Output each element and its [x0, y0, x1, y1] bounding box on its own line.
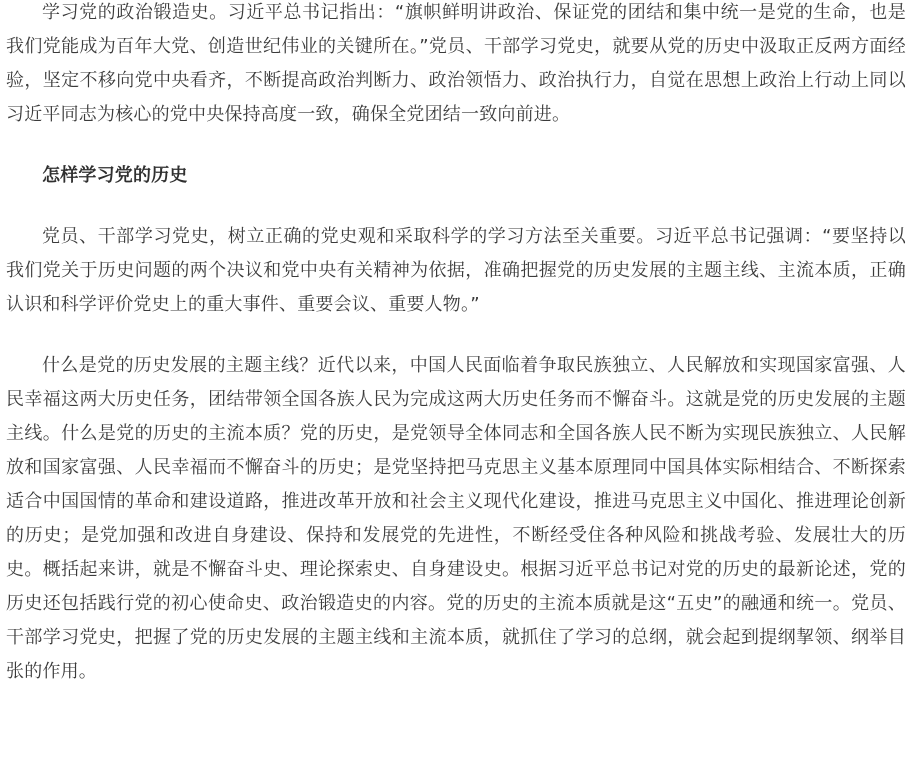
paragraph-main-theme: 什么是党的历史发展的主题主线？近代以来，中国人民面临着争取民族独立、人民解放和实现国家富强、人民幸福这两大历史任务，团结带领全国各族人民为完成这两大历史任务而不懈奋斗。这就是党的历史发展的主题主线。什么是党的历史的主流本质？党的历史，是党领导全体同志和全国各族人民不断为实现民族独立、人民解放和国家富强、人民幸福而不懈奋斗的历史；是党坚持把马克思主义基本原理同中国具体实际相结合、不断探索适合中国国情的革命和建设道路，推进改革开放和社会主义现代化建设，推进马克思主义中国化、推进理论创新的历史；是党加强和改进自身建设、保持和发展党的先进性，不断经受住各种风险和挑战考验、发展壮大的历史。概括起来讲，就是不懈奋斗史、理论探索史、自身建设史。根据习近平总书记对党的历史的最新论述，党的历史还包括践行党的初心使命史、政治锻造史的内容。党的历史的主流本质就是这“五史”的融通和统一。党员、干部学习党史，把握了党的历史发展的主题主线和主流本质，就抓住了学习的总纲，就会起到提纲挈领、纲举目张的作用。	[6, 355, 906, 682]
article-body	[6, 0, 906, 689]
paragraph-spacer	[6, 193, 906, 220]
paragraph-spacer	[6, 132, 906, 159]
section-heading: 怎样学习党的历史	[42, 165, 188, 186]
paragraph-spacer	[6, 322, 906, 349]
paragraph-political-forging: 学习党的政治锻造史。习近平总书记指出：“旗帜鲜明讲政治、保证党的团结和集中统一是党的生命，也是我们党能成为百年大党、创造世纪伟业的关键所在。”党员、干部学习党史，就要从党的历史中汲取正反两方面经验，坚定不移向党中央看齐，不断提高政治判断力、政治领悟力、政治执行力，自觉在思想上政治上行动上同以习近平同志为核心的党中央保持高度一致，确保全党团结一致向前进。	[6, 2, 906, 125]
paragraph-study-method: 党员、干部学习党史，树立正确的党史观和采取科学的学习方法至关重要。习近平总书记强调：“要坚持以我们党关于历史问题的两个决议和党中央有关精神为依据，准确把握党的历史发展的主题主线、主流本质，正确认识和科学评价党史上的重大事件、重要会议、重要人物。”	[6, 226, 906, 315]
